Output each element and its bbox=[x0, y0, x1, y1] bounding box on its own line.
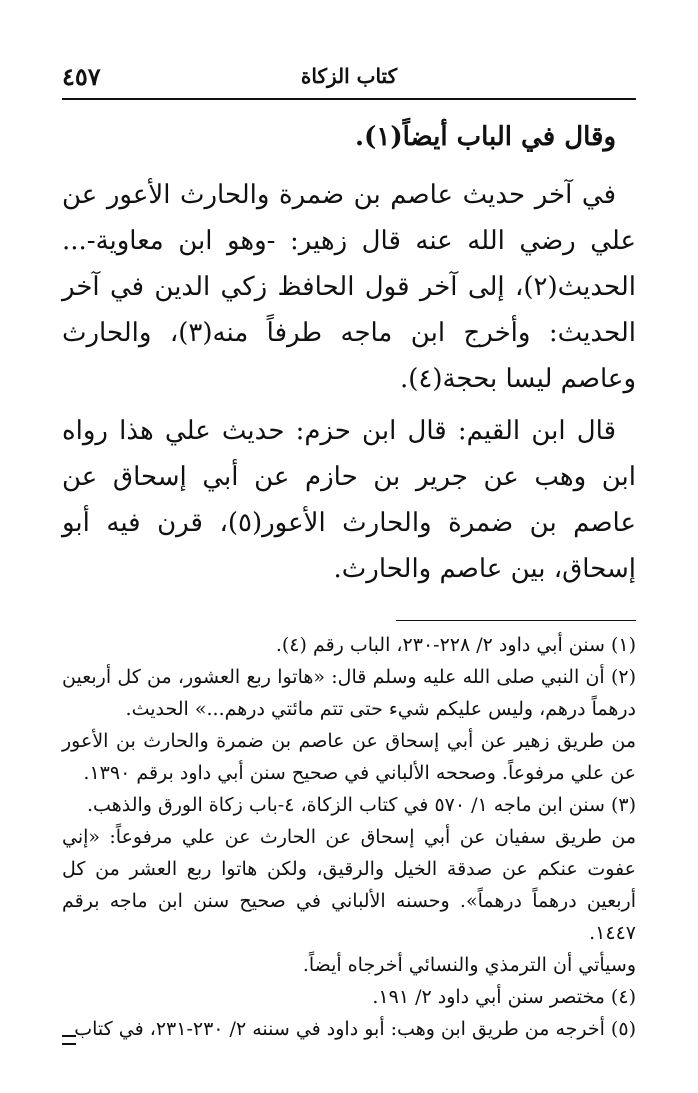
footnote-3-continued: من طريق سفيان عن أبي إسحاق عن الحارث عن علي مرفوعاً: «إني عفوت عنكم عن صدقة الخيل والرقيق، ولكن هاتوا ربع العشر من كل أربعين درهماً درهماً». وحسنه الألباني في صحيح سنن ابن ماجه برقم ١٤٤٧. bbox=[62, 826, 636, 944]
footnote-1: (١) سنن أبي داود ٢/ ٢٢٨-٢٣٠، الباب رقم (٤). bbox=[275, 634, 636, 656]
main-text bbox=[62, 114, 636, 592]
footnote-2-continued: من طريق زهير عن أبي إسحاق عن عاصم بن ضمرة والحارث بن الأعور عن علي مرفوعاً. وصححه الألباني في صحيح سنن أبي داود برقم ١٣٩٠. bbox=[62, 730, 636, 784]
footnote-3: (٣) سنن ابن ماجه ١/ ٥٧٠ في كتاب الزكاة، ٤-باب زكاة الورق والذهب. bbox=[87, 794, 636, 816]
paragraph-1: في آخر حديث عاصم بن ضمرة والحارث الأعور عن علي رضي الله عنه قال زهير: -وهو ابن معاوية-... الحديث(٢)، إلى آخر قول الحافظ زكي الدين في آخر الحديث: وأخرج ابن ماجه طرفاً منه(٣)، والحارث وعاصم ليسا بحجة(٤). bbox=[62, 180, 637, 394]
book-page bbox=[62, 60, 636, 1093]
footnote-2: (٢) أن النبي صلى الله عليه وسلم قال: «هاتوا ربع العشور، من كل أربعين درهماً درهم، وليس عليكم شيء حتى تتم مائتي درهم...» الحديث. bbox=[62, 666, 636, 720]
running-title: كتاب الزكاة bbox=[300, 64, 398, 88]
footnote-4: (٤) مختصر سنن أبي داود ٢/ ١٩١. bbox=[372, 986, 636, 1008]
continuation-mark bbox=[62, 1035, 76, 1045]
footnotes bbox=[62, 629, 636, 1045]
page-number: ٤٥٧ bbox=[62, 62, 101, 91]
footnote-5: (٥) أخرجه من طريق ابن وهب: أبو داود في سننه ٢/ ٢٣٠-٢٣١، في كتاب bbox=[74, 1018, 636, 1040]
page-header bbox=[62, 60, 636, 100]
footnote-3-note: وسيأتي أن الترمذي والنسائي أخرجاه أيضاً. bbox=[302, 954, 636, 976]
footnote-separator bbox=[396, 620, 636, 621]
paragraph-2: قال ابن القيم: قال ابن حزم: حديث علي هذا رواه ابن وهب عن جرير بن حازم عن أبي إسحاق عن عاصم بن ضمرة والحارث الأعور(٥)، قرن فيه أبو إسحاق، بين عاصم والحارث. bbox=[62, 416, 636, 584]
section-heading: وقال في الباب أيضاً(١). bbox=[355, 122, 616, 152]
